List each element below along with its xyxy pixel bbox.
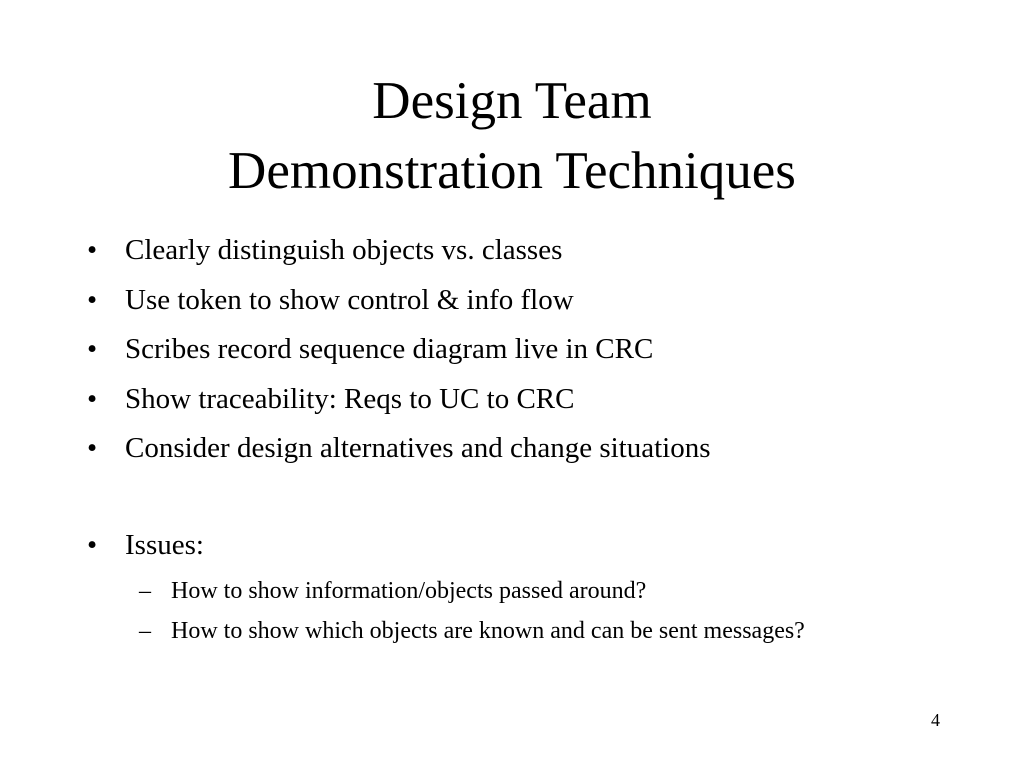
sub-bullet-text: How to show which objects are known and can be sent messages? [171, 617, 805, 644]
bullet-marker: • [87, 234, 98, 266]
page-number: 4 [931, 710, 940, 730]
bullet-marker: • [87, 529, 98, 561]
bullet-item [0, 226, 1024, 276]
sub-bullet-item [0, 571, 1024, 611]
issues-label: Issues: [125, 529, 204, 561]
slide-title-line: Demonstration Techniques [228, 142, 796, 200]
sub-bullet-list [0, 571, 1024, 651]
slide-title [0, 66, 1024, 206]
bullet-item [0, 375, 1024, 425]
issues-list [0, 521, 1024, 651]
issues-bullet [0, 521, 1024, 571]
bullet-item [0, 424, 1024, 474]
bullet-marker: • [87, 382, 98, 415]
sub-bullet-marker: – [139, 617, 151, 644]
bullet-item [0, 325, 1024, 375]
bullet-text: Show traceability: Reqs to UC to CRC [125, 382, 575, 415]
bullet-text: Scribes record sequence diagram live in CRC [125, 333, 654, 365]
bullet-text: Clearly distinguish objects vs. classes [125, 234, 563, 266]
slide-title-line: Design Team [372, 72, 652, 130]
bullet-item [0, 276, 1024, 326]
bullet-text: Use token to show control & info flow [125, 283, 574, 316]
bullet-marker: • [87, 283, 98, 316]
sub-bullet-marker: – [139, 577, 151, 604]
issues-subitems [0, 571, 1024, 651]
sub-bullet-text: How to show information/objects passed around? [171, 577, 647, 604]
bullet-text: Consider design alternatives and change situations [125, 432, 711, 464]
bullet-marker: • [87, 333, 98, 365]
sub-bullet-item [0, 611, 1024, 651]
bullet-list [0, 226, 1024, 474]
bullet-marker: • [87, 432, 98, 464]
